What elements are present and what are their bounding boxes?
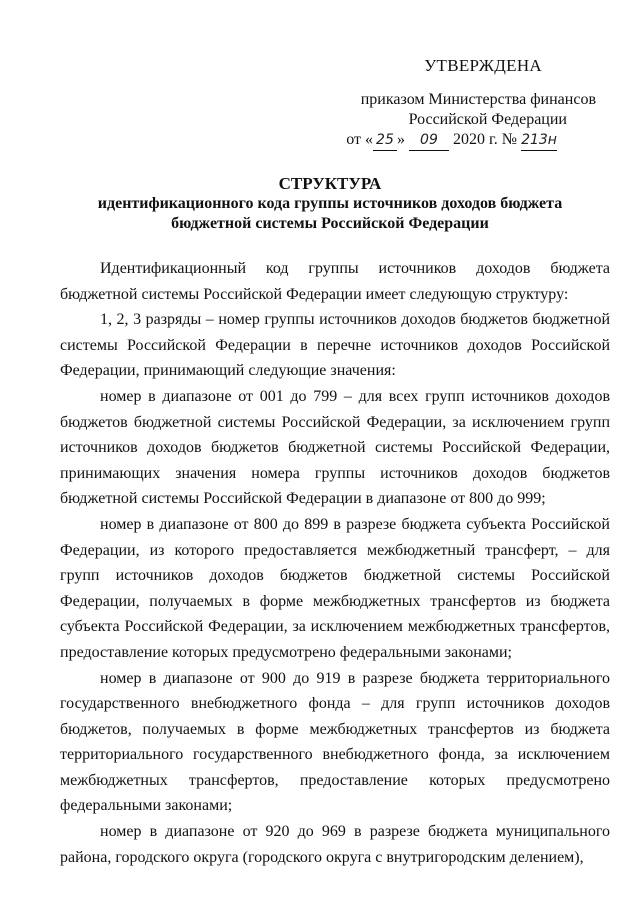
title-heading: СТРУКТУРА (278, 174, 382, 193)
order-line-2: Российской Федерации (408, 111, 567, 128)
order-day-handwritten: 25 (373, 130, 397, 151)
paragraph: номер в диапазоне от 800 до 899 в разрезе бюджета субъекта Российской Федерации, из которого предоставляется межбюджетный трансферт, – для групп источников доходов бюджетов бюджетной системы Российской Федерации, получаемых в форме межбюджетных трансфертов из бюджета субъекта Российской Федерации, за исключением межбюджетных трансфертов, предоставление которых предусмотрено федеральными законами; (60, 515, 610, 661)
order-date-mid: » (396, 131, 409, 148)
paragraph: 1, 2, 3 разряды – номер группы источников доходов бюджетов бюджетной системы Российской Федерации в перечне источников доходов Российской Федерации, принимающий следующие значения: (60, 311, 610, 380)
order-month-handwritten: 09 (409, 130, 449, 151)
order-date-prefix: от « (346, 131, 373, 148)
order-line-3 (346, 130, 557, 151)
order-number-handwritten: 213н (521, 130, 557, 151)
order-line-1: приказом Министерства финансов (360, 91, 596, 108)
approved-label: УТВЕРЖДЕНА (424, 56, 542, 75)
paragraph: номер в диапазоне от 900 до 919 в разрезе бюджета территориального государственного внебюджетного фонда – для групп источников доходов бюджетов, получаемых в форме межбюджетных трансфертов из бюджета территориального государственного внебюджетного фонда, за исключением межбюджетных трансфертов, предоставление которых предусмотрено федеральными законами; (60, 669, 610, 815)
order-year: 2020 г. № (448, 131, 521, 148)
paragraph: номер в диапазоне от 920 до 969 в разрезе бюджета муниципального района, городского округа (городского округа с внутригородским делением), (60, 823, 610, 866)
title-subtitle: идентификационного кода группы источников доходов бюджета бюджетной системы Российской Федерации (97, 195, 563, 232)
paragraph: номер в диапазоне от 001 до 799 – для всех групп источников доходов бюджетов бюджетной системы Российской Федерации, за исключением групп источников доходов бюджетов бюджетной системы Российской Федерации, принимающих значения номера группы источников доходов бюджетов бюджетной системы Российской Федерации в диапазоне от 800 до 999; (60, 387, 610, 508)
document-title (60, 174, 600, 234)
document-body (60, 256, 610, 870)
paragraph: Идентификационный код группы источников доходов бюджета бюджетной системы Российской Федерации имеет следующую структуру: (60, 260, 610, 303)
